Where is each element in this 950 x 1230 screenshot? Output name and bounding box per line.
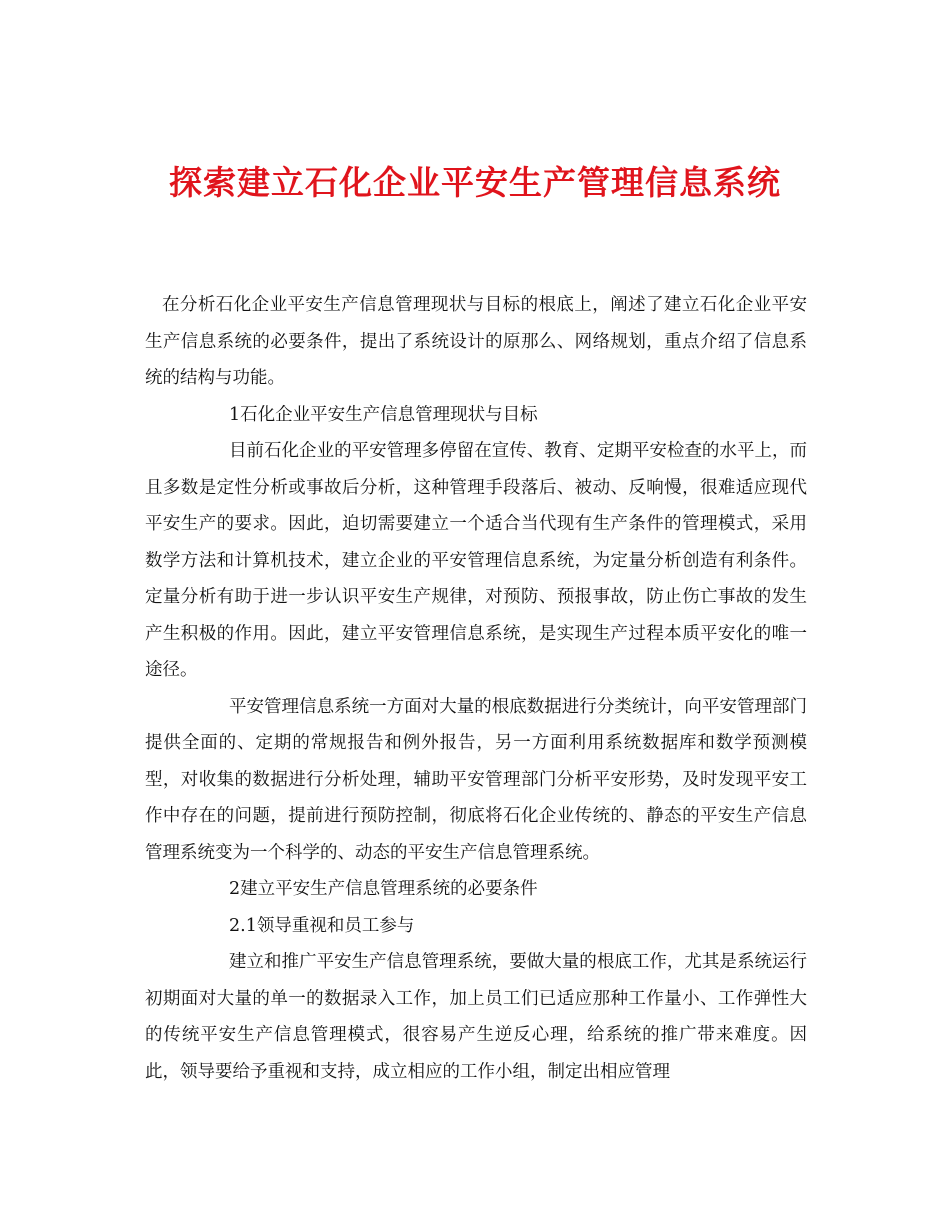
abstract-paragraph: 在分析石化企业平安生产信息管理现状与目标的根底上，阐述了建立石化企业平安生产信息系统的必要条件，提出了系统设计的原那么、网络规划，重点介绍了信息系统的结构与功能。 xyxy=(145,295,807,388)
document-body xyxy=(145,287,807,1090)
section-2-1-paragraph-1: 建立和推广平安生产信息管理系统，要做大量的根底工作，尤其是系统运行初期面对大量的单一的数据录入工作，加上员工们已适应那种工作量小、工作弹性大的传统平安生产信息管理模式，很容易产生逆反心理，给系统的推广带来难度。因此，领导要给予重视和支持，成立相应的工作小组，制定出相应管理 xyxy=(145,952,807,1082)
section-1-paragraph-2: 平安管理信息系统一方面对大量的根底数据进行分类统计，向平安管理部门提供全面的、定期的常规报告和例外报告，另一方面利用系统数据库和数学预测模型，对收集的数据进行分析处理，辅助平安管理部门分析平安形势，及时发现平安工作中存在的问题，提前进行预防控制，彻底将石化企业传统的、静态的平安生产信息管理系统变为一个科学的、动态的平安生产信息管理系统。 xyxy=(145,696,807,863)
section-2-1-heading: 2.1领导重视和员工参与 xyxy=(229,915,415,936)
document-title: 探索建立石化企业平安生产管理信息系统 xyxy=(169,163,781,203)
section-1-heading: 1石化企业平安生产信息管理现状与目标 xyxy=(229,404,538,425)
section-1-paragraph-1: 目前石化企业的平安管理多停留在宣传、教育、定期平安检查的水平上，而且多数是定性分析或事故后分析，这种管理手段落后、被动、反响慢，很难适应现代平安生产的要求。因此，迫切需要建立一个适合当代现有生产条件的管理模式，采用数学方法和计算机技术，建立企业的平安管理信息系统，为定量分析创造有利条件。定量分析有助于进一步认识平安生产规律，对预防、预报事故，防止伤亡事故的发生产生积极的作用。因此，建立平安管理信息系统，是实现生产过程本质平安化的唯一途径。 xyxy=(145,441,807,680)
section-2-heading: 2建立平安生产信息管理系统的必要条件 xyxy=(229,879,538,899)
